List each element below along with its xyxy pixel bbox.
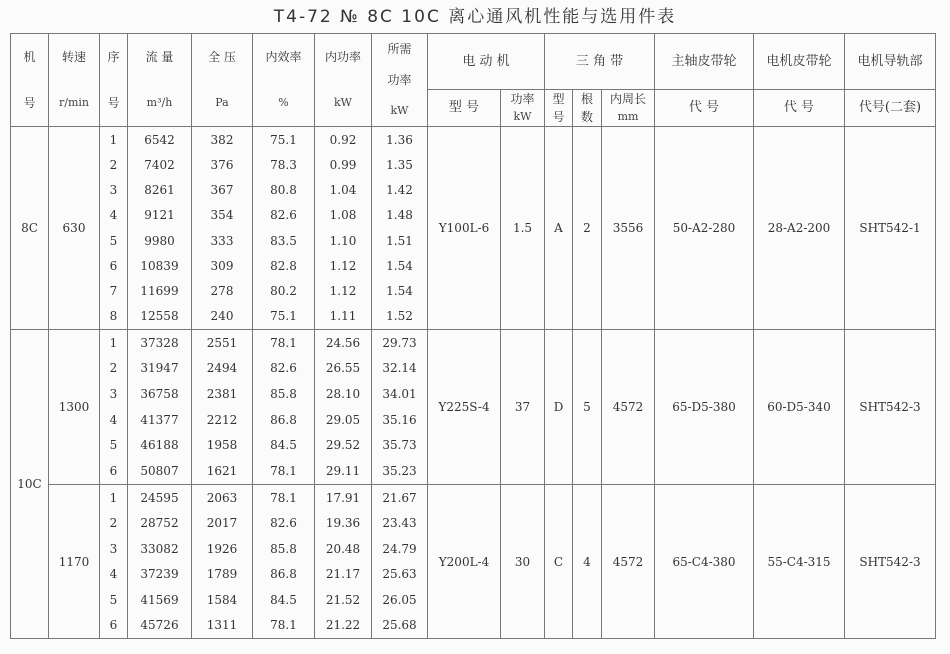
cell-value: 9121 <box>144 208 175 223</box>
header-belt-type: 型 号 <box>545 90 573 127</box>
pressure-cell <box>192 127 253 330</box>
pressure-cell <box>192 330 253 485</box>
cell-value: 20.48 <box>325 541 361 556</box>
cell-value: 12558 <box>140 309 179 324</box>
cell-value: 278 <box>210 284 234 299</box>
cell-value: 21.17 <box>325 567 361 582</box>
seq-cell <box>100 330 128 485</box>
cell-value: 33082 <box>140 541 179 556</box>
fan-performance-table <box>10 33 936 639</box>
required-power-cell <box>372 330 428 485</box>
cell-value: 1621 <box>206 464 238 479</box>
required-power-cell <box>372 485 428 639</box>
cell-value: 41377 <box>140 412 179 427</box>
cell-value: 1.54 <box>386 284 413 299</box>
cell-value: 21.52 <box>325 592 361 607</box>
cell-value: 78.1 <box>270 618 297 633</box>
cell-value: 7 <box>109 284 118 299</box>
cell-value: 82.6 <box>270 208 297 223</box>
cell-value: 1.12 <box>329 258 357 273</box>
cell-value: 11699 <box>140 284 179 299</box>
header-inner-power: 内功率 kW <box>315 34 372 127</box>
cell-value: 31947 <box>140 361 179 376</box>
cell-value: 25.68 <box>382 618 417 633</box>
cell-value: 37328 <box>140 335 179 350</box>
cell-value: 2551 <box>206 335 238 350</box>
cell-value: 78.1 <box>270 464 297 479</box>
cell-value: 1311 <box>206 618 238 633</box>
flow-cell <box>128 127 192 330</box>
machine-cell: 8C <box>11 127 49 330</box>
cell-value: 25.63 <box>382 567 417 582</box>
cell-value: 9980 <box>144 233 175 248</box>
cell-value: 2381 <box>206 387 238 402</box>
header-motor: 电 动 机 <box>428 34 545 90</box>
cell-value: 3 <box>109 541 118 556</box>
efficiency-cell <box>253 485 315 639</box>
motor-model-cell: Y200L-4 <box>428 485 501 639</box>
cell-value: 29.11 <box>325 464 361 479</box>
cell-value: 1.48 <box>386 208 413 223</box>
cell-value: 5 <box>109 592 118 607</box>
cell-value: 1.54 <box>386 258 413 273</box>
cell-value: 26.05 <box>382 592 417 607</box>
cell-value: 78.1 <box>270 335 297 350</box>
inner-power-cell <box>315 485 372 639</box>
header-required-power: 所需 功率 kW <box>372 34 428 127</box>
cell-value: 29.05 <box>325 412 361 427</box>
cell-value: 34.01 <box>382 387 417 402</box>
cell-value: 50807 <box>140 464 179 479</box>
cell-value: 29.73 <box>382 335 417 350</box>
header-motor-pulley: 电机皮带轮 <box>754 34 845 90</box>
cell-value: 6 <box>109 258 118 273</box>
cell-value: 0.92 <box>329 132 357 147</box>
motor-pulley-code-cell: 28-A2-200 <box>754 127 845 330</box>
motor-pulley-code-cell: 60-D5-340 <box>754 330 845 485</box>
cell-value: 1584 <box>206 592 238 607</box>
header-speed: 转速 r/min <box>49 34 100 127</box>
cell-value: 24.79 <box>382 541 417 556</box>
cell-value: 382 <box>210 132 234 147</box>
cell-value: 6 <box>109 464 118 479</box>
cell-value: 6 <box>109 618 118 633</box>
cell-value: 85.8 <box>270 387 297 402</box>
header-machine: 机 号 <box>11 34 49 127</box>
cell-value: 86.8 <box>270 567 297 582</box>
cell-value: 86.8 <box>270 412 297 427</box>
cell-value: 21.22 <box>325 618 361 633</box>
cell-value: 2494 <box>206 361 238 376</box>
spindle-code-cell: 50-A2-280 <box>655 127 754 330</box>
flow-cell <box>128 330 192 485</box>
cell-value: 3 <box>109 387 118 402</box>
header-motor-power: 功率 kW <box>501 90 545 127</box>
speed-cell: 1300 <box>49 330 100 485</box>
cell-value: 82.6 <box>270 361 297 376</box>
efficiency-cell <box>253 330 315 485</box>
cell-value: 4 <box>109 412 118 427</box>
belt-length-cell: 4572 <box>602 485 655 639</box>
speed-cell: 1170 <box>49 485 100 639</box>
cell-value: 41569 <box>140 592 179 607</box>
cell-value: 82.6 <box>270 516 297 531</box>
inner-power-cell <box>315 330 372 485</box>
header-belt-length: 内周长 mm <box>602 90 655 127</box>
cell-value: 0.99 <box>329 157 357 172</box>
cell-value: 8 <box>109 309 118 324</box>
cell-value: 4 <box>109 208 118 223</box>
cell-value: 75.1 <box>270 132 297 147</box>
cell-value: 2017 <box>206 516 238 531</box>
cell-value: 367 <box>210 183 234 198</box>
cell-value: 21.67 <box>382 490 417 505</box>
motor-model-cell: Y225S-4 <box>428 330 501 485</box>
cell-value: 354 <box>210 208 234 223</box>
cell-value: 78.1 <box>270 490 297 505</box>
header-pressure: 全 压 Pa <box>192 34 253 127</box>
header-rail: 电机导轨部 <box>845 34 936 90</box>
header-vbelt: 三 角 带 <box>545 34 655 90</box>
cell-value: 28752 <box>140 516 179 531</box>
cell-value: 78.3 <box>270 157 297 172</box>
seq-cell <box>100 485 128 639</box>
header-spindle-code: 代 号 <box>655 90 754 127</box>
cell-value: 309 <box>210 258 234 273</box>
seq-cell <box>100 127 128 330</box>
header-spindle-pulley: 主轴皮带轮 <box>655 34 754 90</box>
cell-value: 5 <box>109 233 118 248</box>
table-row <box>11 485 936 639</box>
cell-value: 80.2 <box>270 284 297 299</box>
cell-value: 1.04 <box>329 183 357 198</box>
cell-value: 37239 <box>140 567 179 582</box>
header-belt-count: 根 数 <box>573 90 602 127</box>
cell-value: 1.08 <box>329 208 357 223</box>
cell-value: 1.12 <box>329 284 357 299</box>
cell-value: 2 <box>109 157 118 172</box>
cell-value: 6542 <box>144 132 175 147</box>
cell-value: 83.5 <box>270 233 297 248</box>
cell-value: 1.10 <box>329 233 357 248</box>
cell-value: 82.8 <box>270 258 297 273</box>
cell-value: 75.1 <box>270 309 297 324</box>
cell-value: 46188 <box>140 438 179 453</box>
table-row <box>11 127 936 330</box>
cell-value: 10839 <box>140 258 179 273</box>
cell-value: 32.14 <box>382 361 417 376</box>
belt-count-cell: 4 <box>573 485 602 639</box>
document-title: T4-72 № 8C 10C 离心通风机性能与选用件表 <box>273 7 677 27</box>
cell-value: 1.51 <box>386 233 413 248</box>
cell-value: 84.5 <box>270 592 297 607</box>
cell-value: 5 <box>109 438 118 453</box>
cell-value: 45726 <box>140 618 179 633</box>
cell-value: 1958 <box>206 438 238 453</box>
header-flow: 流 量 m³/h <box>128 34 192 127</box>
cell-value: 2063 <box>206 490 238 505</box>
cell-value: 376 <box>210 157 234 172</box>
cell-value: 23.43 <box>382 516 417 531</box>
cell-value: 4 <box>109 567 118 582</box>
belt-type-cell: D <box>545 330 573 485</box>
cell-value: 1.42 <box>386 183 413 198</box>
cell-value: 36758 <box>140 387 179 402</box>
cell-value: 80.8 <box>270 183 297 198</box>
cell-value: 3 <box>109 183 118 198</box>
cell-value: 35.73 <box>382 438 417 453</box>
cell-value: 2 <box>109 361 118 376</box>
rail-code-cell: SHT542-3 <box>845 485 936 639</box>
motor-power-cell: 30 <box>501 485 545 639</box>
cell-value: 1926 <box>206 541 238 556</box>
header-motor-pulley-code: 代 号 <box>754 90 845 127</box>
cell-value: 240 <box>210 309 234 324</box>
cell-value: 1.35 <box>386 157 413 172</box>
spindle-code-cell: 65-C4-380 <box>655 485 754 639</box>
belt-type-cell: C <box>545 485 573 639</box>
cell-value: 7402 <box>144 157 175 172</box>
belt-type-cell: A <box>545 127 573 330</box>
cell-value: 1 <box>109 132 118 147</box>
cell-value: 2 <box>109 516 118 531</box>
cell-value: 1789 <box>206 567 238 582</box>
cell-value: 19.36 <box>325 516 361 531</box>
header-seq: 序 号 <box>100 34 128 127</box>
motor-power-cell: 37 <box>501 330 545 485</box>
motor-model-cell: Y100L-6 <box>428 127 501 330</box>
header-efficiency: 内效率 % <box>253 34 315 127</box>
header-motor-model: 型 号 <box>428 90 501 127</box>
cell-value: 1 <box>109 490 118 505</box>
rail-code-cell: SHT542-3 <box>845 330 936 485</box>
cell-value: 1.36 <box>386 132 413 147</box>
cell-value: 24595 <box>140 490 179 505</box>
cell-value: 29.52 <box>325 438 361 453</box>
cell-value: 26.55 <box>325 361 361 376</box>
required-power-cell <box>372 127 428 330</box>
cell-value: 8261 <box>144 183 175 198</box>
motor-pulley-code-cell: 55-C4-315 <box>754 485 845 639</box>
rail-code-cell: SHT542-1 <box>845 127 936 330</box>
cell-value: 333 <box>210 233 234 248</box>
table-row <box>11 330 936 485</box>
cell-value: 2212 <box>206 412 238 427</box>
belt-count-cell: 2 <box>573 127 602 330</box>
belt-count-cell: 5 <box>573 330 602 485</box>
cell-value: 1.52 <box>386 309 413 324</box>
belt-length-cell: 3556 <box>602 127 655 330</box>
cell-value: 35.23 <box>382 464 417 479</box>
cell-value: 35.16 <box>382 412 417 427</box>
flow-cell <box>128 485 192 639</box>
cell-value: 28.10 <box>325 387 361 402</box>
efficiency-cell <box>253 127 315 330</box>
inner-power-cell <box>315 127 372 330</box>
machine-cell: 10C <box>11 330 49 639</box>
cell-value: 24.56 <box>325 335 361 350</box>
pressure-cell <box>192 485 253 639</box>
cell-value: 84.5 <box>270 438 297 453</box>
header-rail-code: 代号(二套) <box>845 90 936 127</box>
cell-value: 85.8 <box>270 541 297 556</box>
cell-value: 1 <box>109 335 118 350</box>
cell-value: 17.91 <box>325 490 361 505</box>
cell-value: 1.11 <box>329 309 357 324</box>
spindle-code-cell: 65-D5-380 <box>655 330 754 485</box>
motor-power-cell: 1.5 <box>501 127 545 330</box>
speed-cell: 630 <box>49 127 100 330</box>
belt-length-cell: 4572 <box>602 330 655 485</box>
